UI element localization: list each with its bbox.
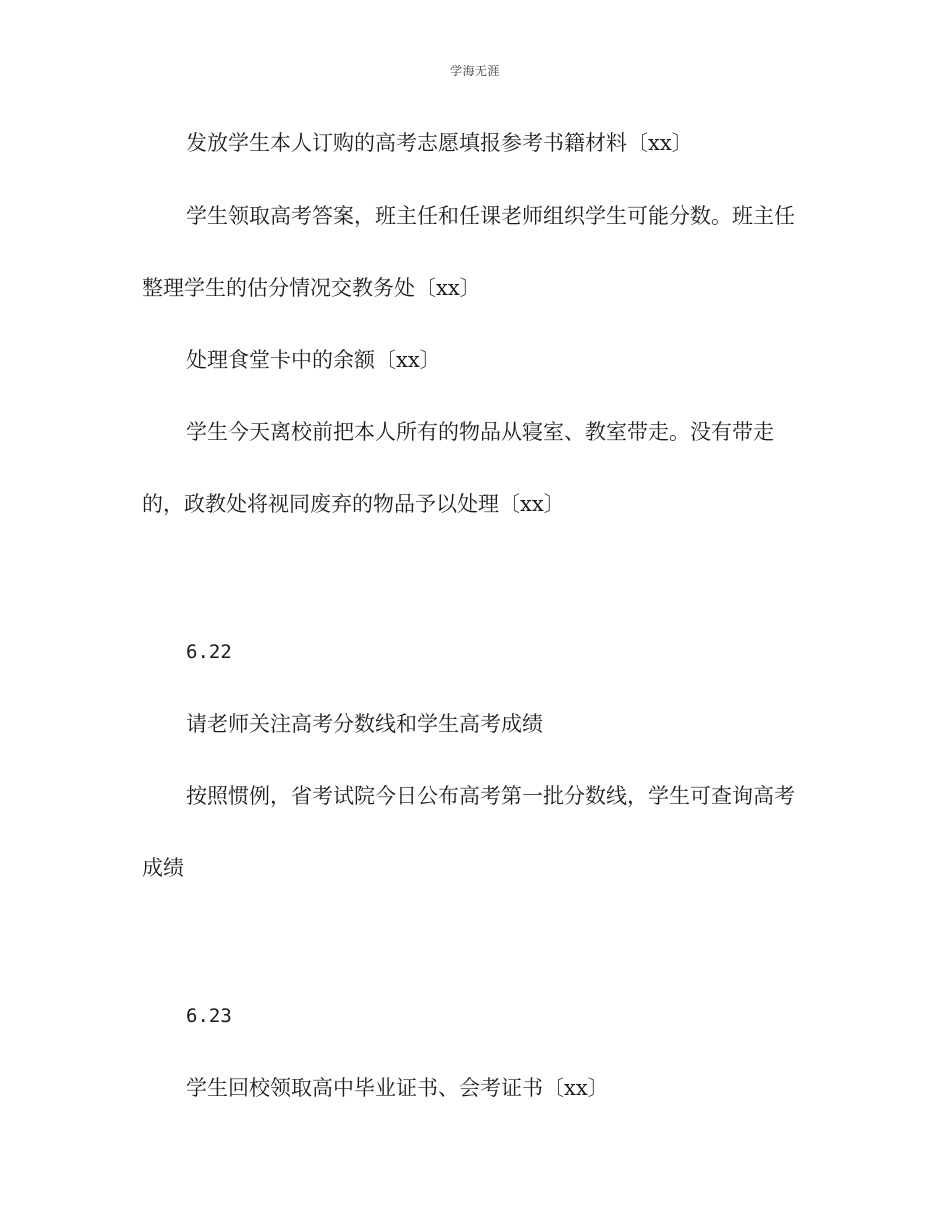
date-heading-6-22: 6.22 <box>186 641 232 663</box>
paragraph-certificates: 学生回校领取高中毕业证书、会考证书〔xx〕 <box>186 1076 609 1100</box>
paragraph-exam-answers: 学生领取高考答案，班主任和任课老师组织学生可能分数。班主任整理学生的估分情况交教务处〔xx〕 <box>142 204 795 300</box>
date-heading-6-23: 6.23 <box>186 1005 232 1027</box>
paragraph-canteen-card: 处理食堂卡中的余额〔xx〕 <box>186 348 441 372</box>
page-header: 学海无涯 <box>449 64 500 78</box>
paragraph-leave-school: 学生今天离校前把本人所有的物品从寝室、教室带走。没有带走的，政教处将视同废弃的物品予以处理〔xx〕 <box>142 420 774 516</box>
paragraph-score-query: 按照惯例，省考试院今日公布高考第一批分数线，学生可查询高考成绩 <box>142 784 795 880</box>
paragraph-reference-books: 发放学生本人订购的高考志愿填报参考书籍材料〔xx〕 <box>186 131 693 155</box>
paragraph-score-line-notice: 请老师关注高考分数线和学生高考成绩 <box>186 712 543 736</box>
